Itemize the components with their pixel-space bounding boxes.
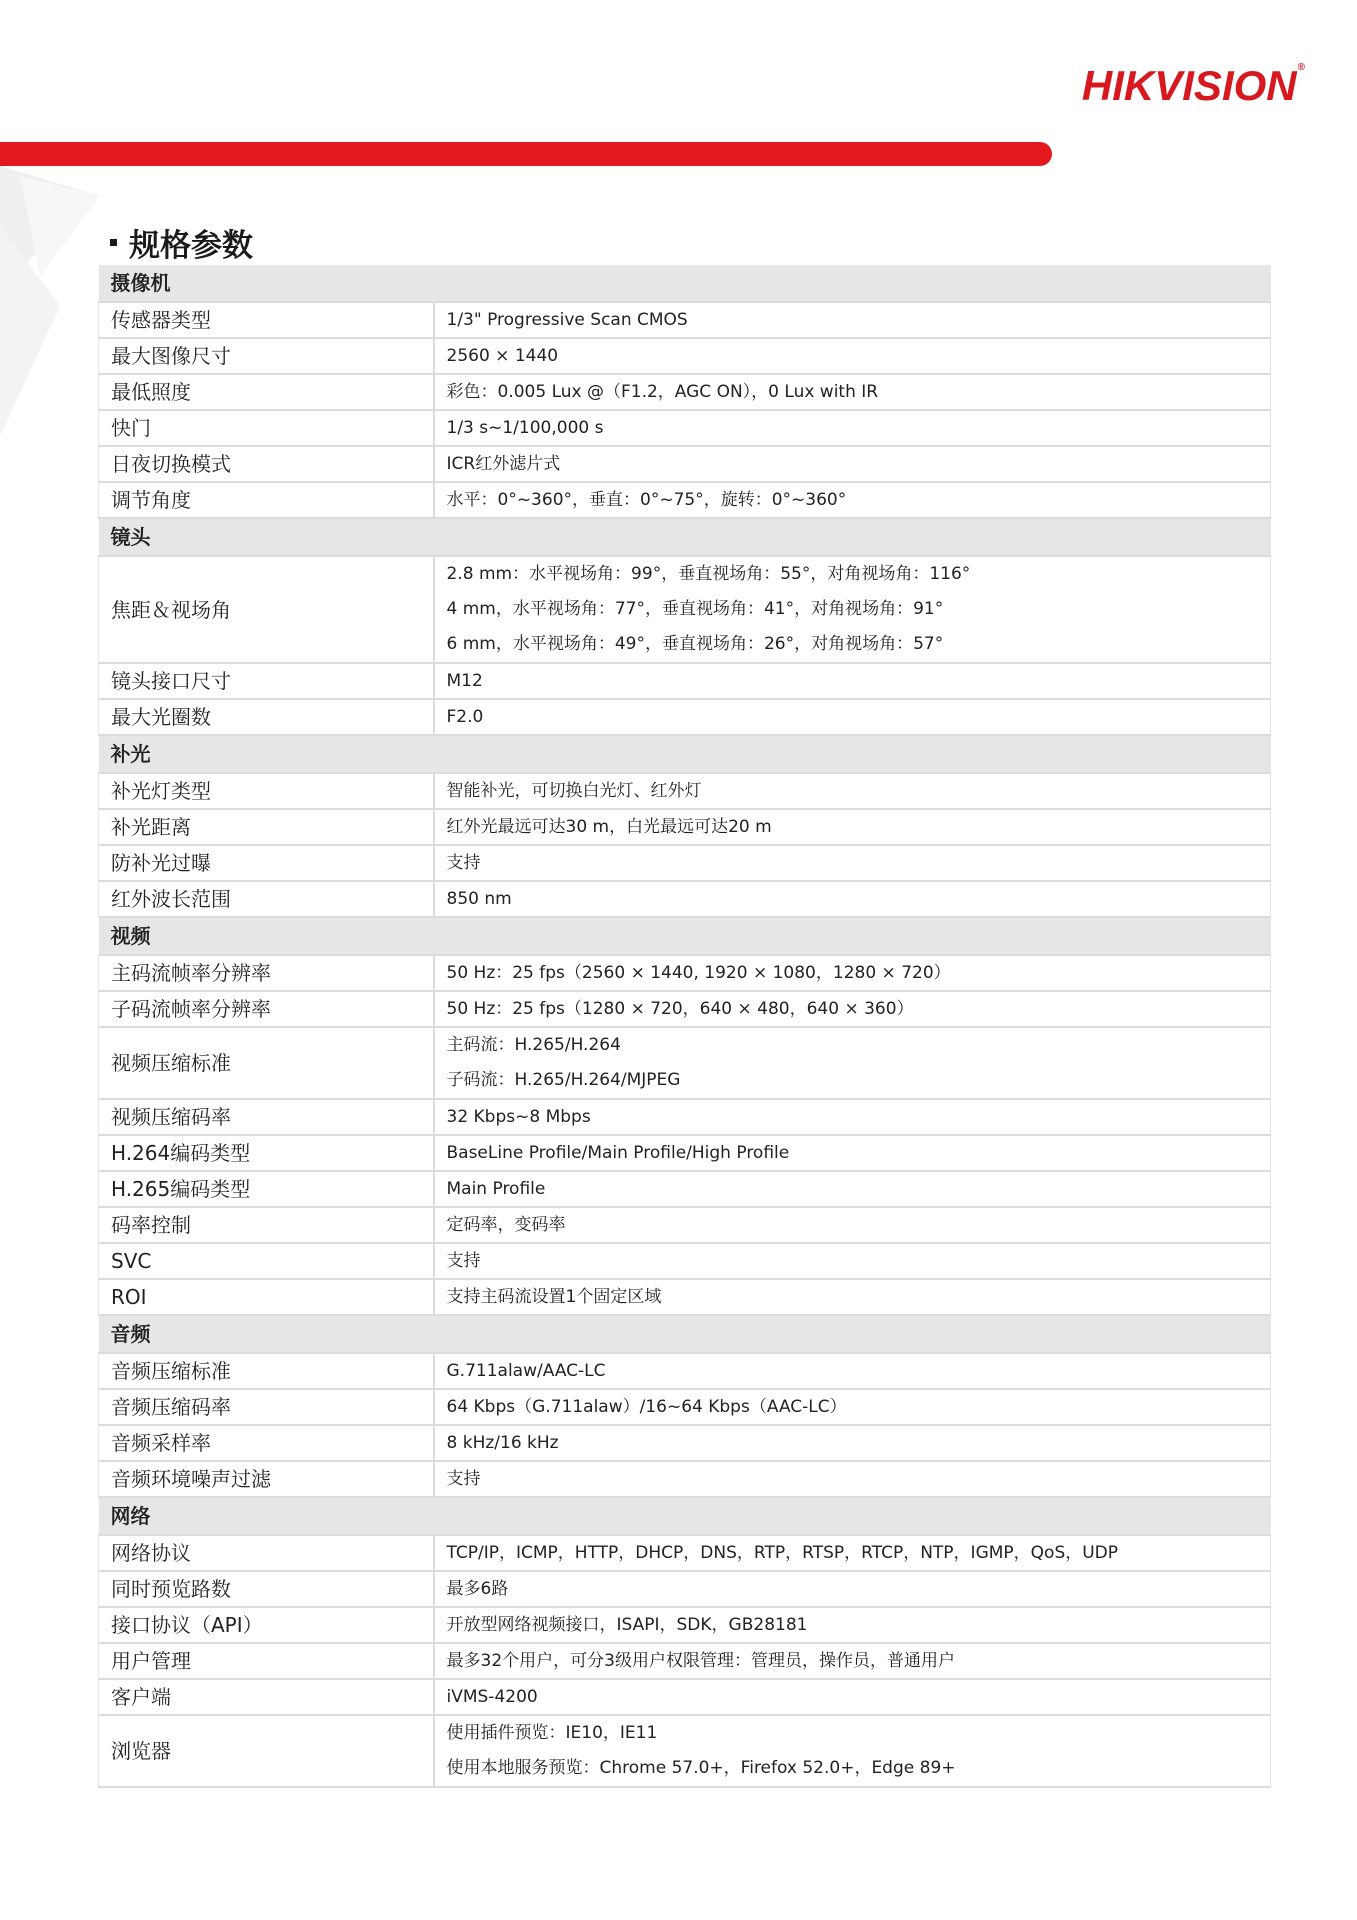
section-title: 规格参数 [110, 220, 253, 265]
spec-value-line: 1/3" Progressive Scan CMOS [446, 310, 688, 330]
spec-value-line: 最多32个用户，可分3级用户权限管理：管理员，操作员，普通用户 [446, 1651, 955, 1671]
spec-row [99, 699, 1271, 735]
spec-value [434, 374, 1271, 410]
spec-key: 音频压缩标准 [99, 1353, 434, 1389]
spec-value [434, 1135, 1271, 1171]
spec-value-line: 使用插件预览：IE10，IE11 [446, 1723, 658, 1743]
spec-key: 接口协议（API） [99, 1607, 434, 1643]
spec-key: SVC [99, 1243, 434, 1279]
spec-value [434, 446, 1271, 482]
spec-row [99, 1279, 1271, 1315]
spec-row [99, 302, 1271, 338]
spec-value-line: 2560 × 1440 [446, 346, 559, 366]
spec-value-line: 定码率，变码率 [446, 1215, 566, 1235]
spec-value [434, 482, 1271, 518]
spec-value [434, 991, 1271, 1027]
spec-row [99, 1135, 1271, 1171]
decorative-triangles [0, 166, 110, 456]
spec-row [99, 1679, 1271, 1715]
header-red-bar [0, 142, 1052, 166]
spec-value [434, 1607, 1271, 1643]
spec-key: 音频采样率 [99, 1425, 434, 1461]
spec-key: H.264编码类型 [99, 1135, 434, 1171]
spec-key: 最低照度 [99, 374, 434, 410]
spec-key: 音频压缩码率 [99, 1389, 434, 1425]
spec-key: 最大图像尺寸 [99, 338, 434, 374]
spec-value [434, 410, 1271, 446]
category-row [99, 518, 1271, 556]
spec-row [99, 955, 1271, 991]
spec-row [99, 1643, 1271, 1679]
spec-row [99, 1389, 1271, 1425]
spec-value-line: F2.0 [446, 707, 484, 727]
spec-key: 快门 [99, 410, 434, 446]
spec-value [434, 1389, 1271, 1425]
spec-key: 同时预览路数 [99, 1571, 434, 1607]
hikvision-logo: HIKVISION® [1081, 62, 1305, 109]
spec-value-line: 8 kHz/16 kHz [446, 1433, 559, 1453]
spec-value [434, 1679, 1271, 1715]
spec-key: 防补光过曝 [99, 845, 434, 881]
spec-row [99, 338, 1271, 374]
spec-value [434, 1243, 1271, 1279]
spec-row [99, 1571, 1271, 1607]
spec-value [434, 1027, 1271, 1099]
spec-value-line: BaseLine Profile/Main Profile/High Profile [446, 1143, 790, 1163]
category-title: 音频 [99, 1315, 1271, 1353]
spec-value [434, 1643, 1271, 1679]
spec-value-line: 2.8 mm：水平视场角：99°，垂直视场角：55°，对角视场角：116° [446, 564, 971, 584]
spec-value-line: iVMS-4200 [446, 1687, 538, 1707]
spec-value-line: 6 mm，水平视场角：49°，垂直视场角：26°，对角视场角：57° [446, 634, 944, 654]
spec-key: 用户管理 [99, 1643, 434, 1679]
spec-row [99, 773, 1271, 809]
spec-value [434, 809, 1271, 845]
spec-key: 红外波长范围 [99, 881, 434, 917]
spec-key: 补光灯类型 [99, 773, 434, 809]
spec-key: 日夜切换模式 [99, 446, 434, 482]
spec-value-line: 64 Kbps（G.711alaw）/16~64 Kbps（AAC-LC） [446, 1397, 847, 1417]
spec-value-line: 最多6路 [446, 1579, 509, 1599]
spec-key: 传感器类型 [99, 302, 434, 338]
spec-value [434, 1715, 1271, 1787]
spec-table [98, 265, 1271, 1788]
category-title: 视频 [99, 917, 1271, 955]
spec-value [434, 556, 1271, 663]
spec-key: H.265编码类型 [99, 1171, 434, 1207]
spec-key: 码率控制 [99, 1207, 434, 1243]
spec-value-line: 开放型网络视频接口，ISAPI，SDK，GB28181 [446, 1615, 808, 1635]
spec-row [99, 446, 1271, 482]
spec-row [99, 1099, 1271, 1135]
spec-value [434, 773, 1271, 809]
spec-key: 主码流帧率分辨率 [99, 955, 434, 991]
spec-row [99, 1207, 1271, 1243]
spec-value-line: 子码流：H.265/H.264/MJPEG [446, 1070, 681, 1090]
spec-value-line: 主码流：H.265/H.264 [446, 1035, 621, 1055]
spec-row [99, 410, 1271, 446]
category-title: 镜头 [99, 518, 1271, 556]
category-title: 摄像机 [99, 265, 1271, 302]
spec-value-line: 智能补光，可切换白光灯、红外灯 [446, 781, 702, 801]
spec-value-line: 使用本地服务预览：Chrome 57.0+，Firefox 52.0+，Edge 89+ [446, 1758, 956, 1778]
category-title: 补光 [99, 735, 1271, 773]
spec-value-line: 850 nm [446, 889, 512, 909]
spec-value [434, 1461, 1271, 1497]
bullet-icon [110, 239, 117, 246]
spec-key: 视频压缩标准 [99, 1027, 434, 1099]
spec-value [434, 1571, 1271, 1607]
category-title: 网络 [99, 1497, 1271, 1535]
spec-key: 视频压缩码率 [99, 1099, 434, 1135]
spec-value-line: 彩色：0.005 Lux @（F1.2，AGC ON），0 Lux with IR [446, 382, 879, 402]
spec-value-line: 水平：0°~360°，垂直：0°~75°，旋转：0°~360° [446, 490, 847, 510]
spec-key: 子码流帧率分辨率 [99, 991, 434, 1027]
spec-row [99, 1353, 1271, 1389]
spec-value-line: 支持 [446, 1251, 481, 1271]
spec-value [434, 338, 1271, 374]
spec-value-line: 32 Kbps~8 Mbps [446, 1107, 591, 1127]
spec-value [434, 1279, 1271, 1315]
spec-value [434, 1207, 1271, 1243]
spec-value-line: M12 [446, 671, 483, 691]
spec-row [99, 845, 1271, 881]
category-row [99, 735, 1271, 773]
spec-key: ROI [99, 1279, 434, 1315]
spec-key: 调节角度 [99, 482, 434, 518]
spec-value-line: 50 Hz：25 fps（1280 × 720，640 × 480，640 × 360） [446, 999, 914, 1019]
spec-value [434, 955, 1271, 991]
spec-row [99, 374, 1271, 410]
spec-row [99, 1535, 1271, 1571]
spec-value-line: 支持 [446, 1469, 481, 1489]
spec-value-line: ICR红外滤片式 [446, 454, 561, 474]
spec-value-line: 4 mm，水平视场角：77°，垂直视场角：41°，对角视场角：91° [446, 599, 944, 619]
spec-row [99, 1461, 1271, 1497]
spec-key: 补光距离 [99, 809, 434, 845]
spec-value-line: 支持 [446, 853, 481, 873]
spec-row [99, 1171, 1271, 1207]
spec-value [434, 1425, 1271, 1461]
spec-key: 焦距＆视场角 [99, 556, 434, 663]
spec-value-line: 红外光最远可达30 m，白光最远可达20 m [446, 817, 772, 837]
spec-value-line: TCP/IP，ICMP，HTTP，DHCP，DNS，RTP，RTSP，RTCP，NTP，IGMP，QoS，UDP [446, 1543, 1119, 1563]
spec-value-line: Main Profile [446, 1179, 546, 1199]
spec-key: 最大光圈数 [99, 699, 434, 735]
spec-row [99, 1715, 1271, 1787]
spec-row [99, 881, 1271, 917]
spec-row [99, 1027, 1271, 1099]
spec-value [434, 302, 1271, 338]
spec-value [434, 1353, 1271, 1389]
spec-value [434, 1171, 1271, 1207]
spec-value [434, 663, 1271, 699]
category-row [99, 1315, 1271, 1353]
spec-value [434, 699, 1271, 735]
spec-value [434, 881, 1271, 917]
spec-value [434, 1535, 1271, 1571]
spec-key: 镜头接口尺寸 [99, 663, 434, 699]
spec-row [99, 1425, 1271, 1461]
spec-key: 浏览器 [99, 1715, 434, 1787]
spec-value-line: 1/3 s~1/100,000 s [446, 418, 604, 438]
spec-value-line: 50 Hz：25 fps（2560 × 1440, 1920 × 1080，1280 × 720） [446, 963, 951, 983]
spec-row [99, 809, 1271, 845]
category-row [99, 1497, 1271, 1535]
category-row [99, 917, 1271, 955]
spec-row [99, 1243, 1271, 1279]
spec-key: 客户端 [99, 1679, 434, 1715]
spec-row [99, 556, 1271, 663]
spec-row [99, 482, 1271, 518]
spec-key: 音频环境噪声过滤 [99, 1461, 434, 1497]
spec-row [99, 991, 1271, 1027]
category-row [99, 265, 1271, 302]
spec-value-line: G.711alaw/AAC-LC [446, 1361, 606, 1381]
spec-value-line: 支持主码流设置1个固定区域 [446, 1287, 662, 1307]
spec-value [434, 845, 1271, 881]
spec-value [434, 1099, 1271, 1135]
spec-row [99, 1607, 1271, 1643]
spec-key: 网络协议 [99, 1535, 434, 1571]
spec-row [99, 663, 1271, 699]
